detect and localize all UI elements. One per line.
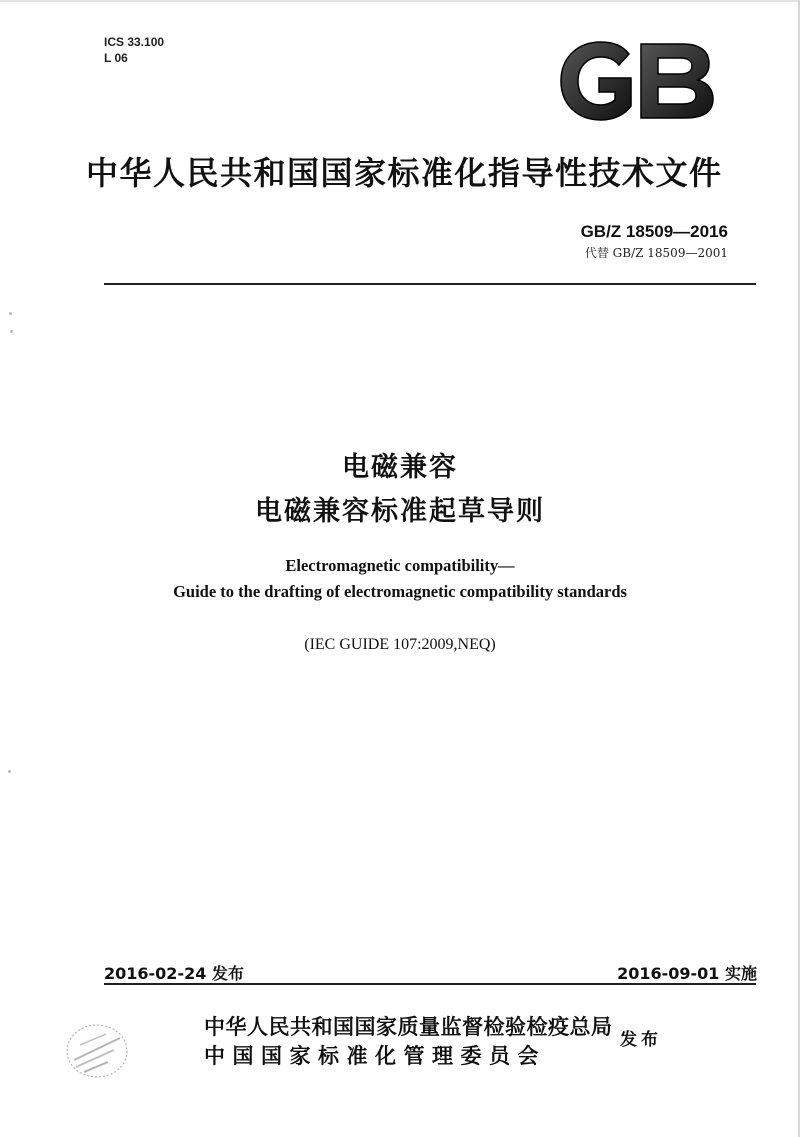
logo-letter-g [561,42,631,120]
document-type-heading: 中华人民共和国国家标准化指导性技术文件 [86,154,723,192]
scan-speck [8,770,11,773]
ccs-code: L 06 [104,51,128,65]
implementation-date: 2016-09-01 实施 [617,964,757,983]
watermark-stamp-icon [62,1020,132,1082]
adoption-note: (IEC GUIDE 107:2009,NEQ) [304,636,496,653]
title-cn-line2: 电磁兼容标准起草导则 [255,496,545,527]
issue-date: 2016-02-24 发布 [104,964,244,983]
issuer-line2: 中国国家标准化管理委员会 [204,1044,546,1068]
gb-logo-icon [557,40,717,122]
header-divider [104,283,756,285]
ics-code: ICS 33.100 [104,35,165,49]
logo-letter-b [641,44,713,118]
scan-speck [9,312,12,315]
title-en-line1: Electromagnetic compatibility— [285,556,515,575]
scan-top-edge [0,0,800,2]
standard-number: GB/Z 18509—2016 [580,222,728,241]
classification-codes [104,34,164,66]
publish-label: 发布 [620,1030,662,1050]
title-en-line2: Guide to the drafting of electromagnetic compatibility standards [173,582,627,601]
replaces-standard: 代替 GB/Z 18509—2001 [584,246,728,260]
logo-text: GB [637,121,639,122]
issuer-line1: 中华人民共和国国家质量监督检验检疫总局 [204,1015,613,1039]
scan-speck [10,330,13,333]
footer-divider [104,983,756,985]
title-cn-line1: 电磁兼容 [342,452,458,483]
